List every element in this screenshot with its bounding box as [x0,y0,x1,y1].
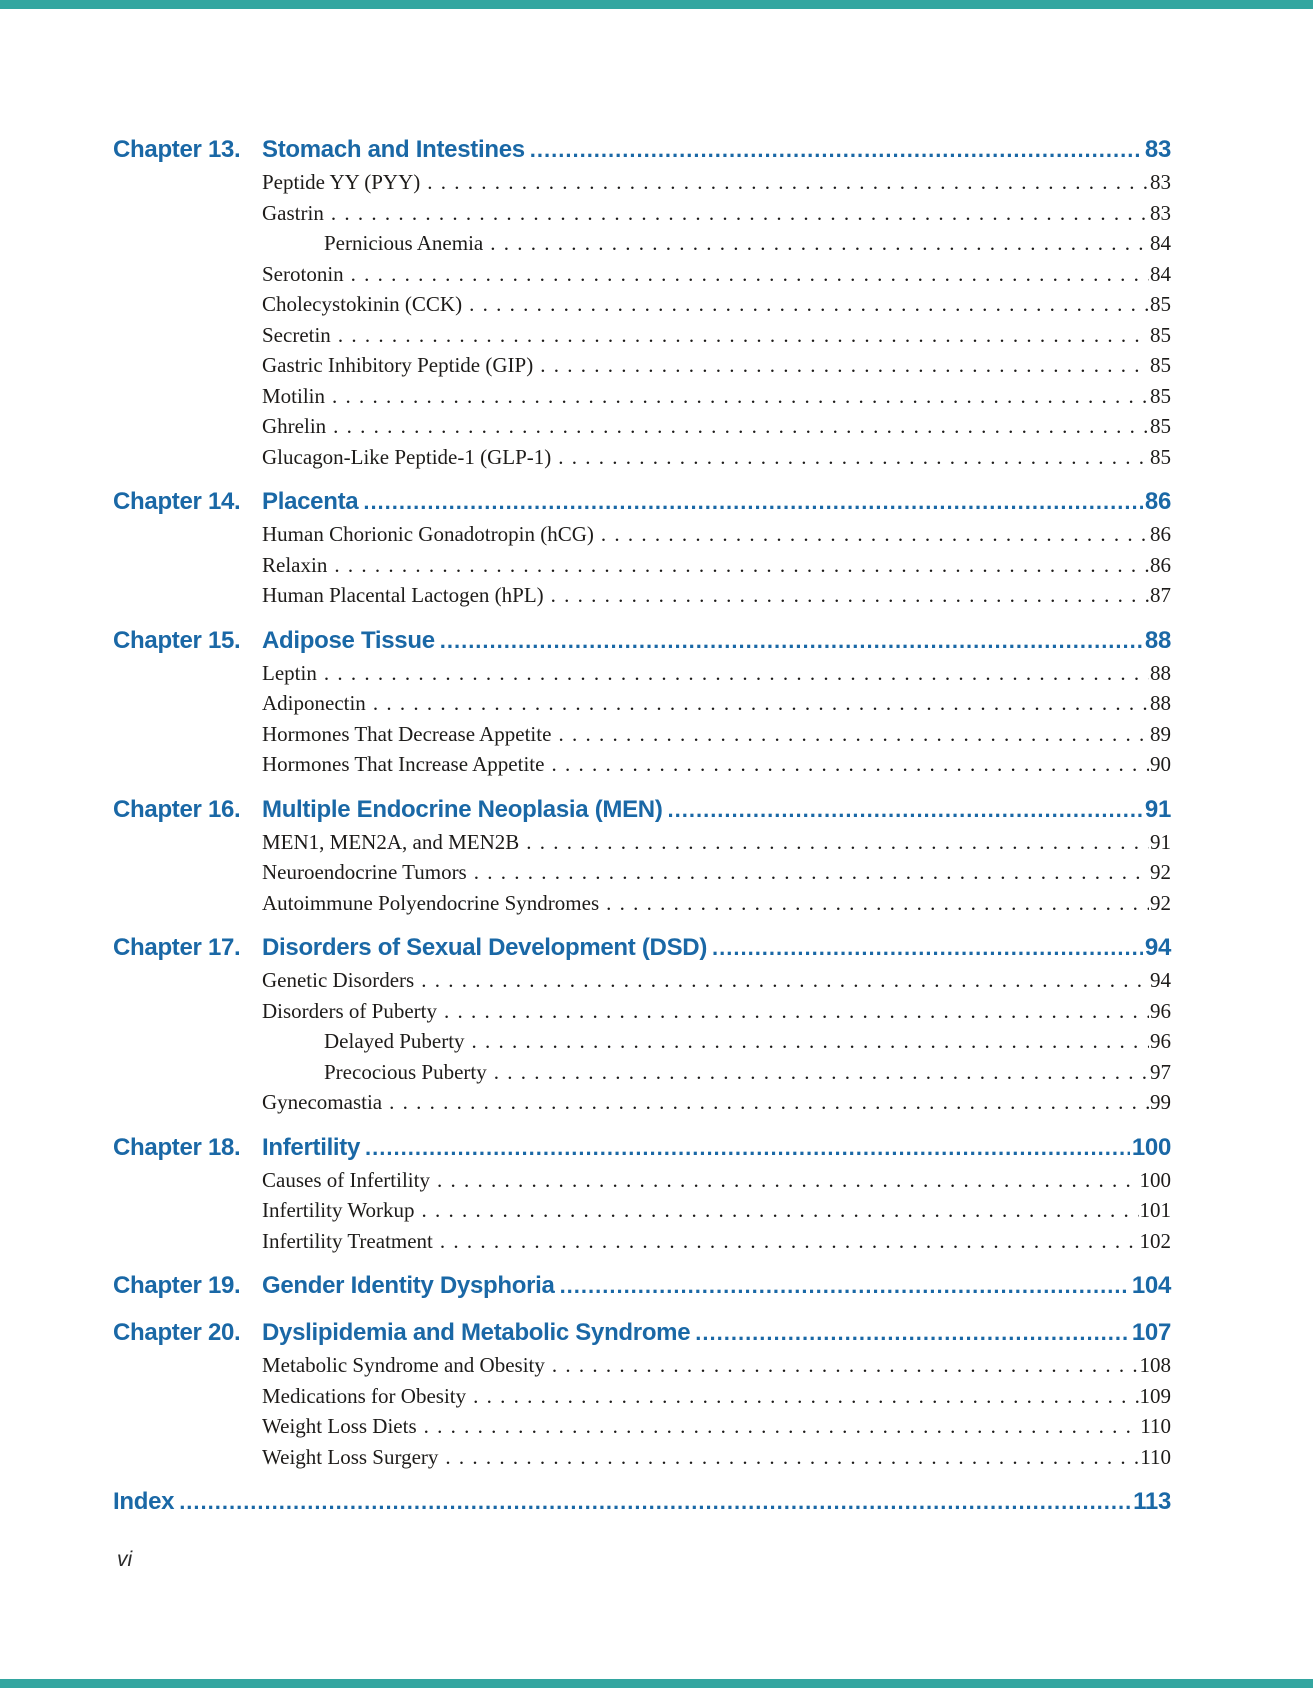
toc-page-number: 83 [1144,136,1171,163]
toc-page-number: 85 [1150,292,1171,316]
toc-row [113,1226,1171,1257]
toc-entry-title: Serotonin [262,261,344,286]
toc-page-number: 90 [1150,752,1171,776]
toc-page-number: 110 [1140,1444,1171,1469]
toc-page-number: 108 [1139,1353,1171,1377]
toc-entry-title: Index [113,1488,175,1515]
toc-row [113,931,1171,965]
toc-page-number: 86 [1144,488,1171,515]
toc-page-number: 92 [1150,890,1171,915]
dot-leader [324,658,1149,689]
dot-leader [695,1316,1130,1350]
dot-leader [332,381,1149,412]
toc-entry-title: Adiponectin [262,691,366,715]
toc-row [113,1350,1171,1381]
toc-row [113,749,1171,780]
dot-leader [474,857,1149,888]
toc-page-number: 97 [1150,1059,1171,1084]
toc-row [113,411,1171,442]
toc-row [113,624,1171,658]
toc-entry-title: Peptide YY (PYY) [262,170,421,194]
toc-chapter-label: Chapter 15. [113,626,241,654]
toc-entry-title: Hormones That Increase Appetite [262,752,545,776]
toc-page-number: 87 [1150,583,1171,607]
toc-page-number: 107 [1131,1319,1171,1346]
toc-entry-title: Hormones That Decrease Appetite [262,721,552,746]
toc-page-number: 101 [1139,1198,1171,1222]
dot-leader [440,1226,1139,1257]
dot-leader [601,519,1149,550]
toc-row [113,1165,1171,1196]
toc-row [113,1131,1171,1165]
toc-entry-title: Cholecystokinin (CCK) [262,292,463,316]
toc-entry-title: Pernicious Anemia [324,231,484,255]
dot-leader [445,1442,1139,1473]
toc-page-number: 94 [1144,934,1171,961]
toc-page-number: 94 [1150,968,1171,992]
toc-page-number: 113 [1133,1488,1171,1515]
toc-page-number: 88 [1144,626,1171,654]
toc-row [113,198,1171,229]
dot-leader [472,1026,1149,1057]
toc-entry-title: Motilin [262,383,326,408]
dot-leader [560,1269,1130,1303]
toc-entry-title: Multiple Endocrine Neoplasia (MEN) [262,795,663,823]
dot-leader [490,228,1149,259]
toc-page-number: 109 [1139,1383,1171,1408]
toc-entry-title: Dyslipidemia and Metabolic Syndrome [262,1319,691,1346]
toc-page-number: 86 [1150,552,1171,577]
toc-chapter-label: Chapter 18. [113,1133,241,1161]
toc-row [113,1087,1171,1118]
toc-row [113,167,1171,198]
toc-entry-title: Infertility Treatment [262,1228,433,1253]
dot-leader [444,996,1149,1027]
dot-leader [389,1087,1149,1118]
toc-row [113,133,1171,167]
dot-leader [331,198,1149,229]
toc-page-number: 100 [1139,1167,1171,1192]
toc-page-number: 85 [1150,322,1171,347]
toc-entry-title: Precocious Puberty [324,1059,487,1084]
toc-entry-title: Secretin [262,322,331,347]
toc-entry-title: Autoimmune Polyendocrine Syndromes [262,890,600,915]
toc-entry-title: Causes of Infertility [262,1167,430,1192]
toc-row [113,1442,1171,1473]
toc-entry-title: Disorders of Puberty [262,998,437,1023]
toc-page-number: 89 [1150,721,1171,746]
toc-page-number: 86 [1150,522,1171,546]
dot-leader [427,167,1149,198]
toc-entry-title: Gastric Inhibitory Peptide (GIP) [262,353,534,377]
toc-entry-title: Ghrelin [262,414,327,438]
dot-leader [363,485,1143,519]
dot-leader [551,749,1149,780]
toc-entry-title: Genetic Disorders [262,968,415,992]
toc-row [113,1411,1171,1442]
toc-page-number: 85 [1150,414,1171,438]
toc-row [113,1057,1171,1088]
toc-row [113,1026,1171,1057]
toc-page-number: 85 [1150,353,1171,377]
toc-chapter-label: Chapter 20. [113,1319,241,1346]
toc-row [113,550,1171,581]
toc-row [113,996,1171,1027]
toc-entry-title: Weight Loss Diets [262,1414,417,1438]
toc-row [113,1195,1171,1226]
toc-entry-title: Infertility [262,1133,361,1161]
toc-chapter-label: Chapter 16. [113,795,241,823]
dot-leader [437,1165,1139,1196]
toc-row [113,719,1171,750]
toc-page-number: 102 [1139,1228,1171,1253]
dot-leader [540,350,1149,381]
toc-entry-title: Neuroendocrine Tumors [262,860,467,884]
toc-page-number: 84 [1150,261,1171,286]
toc-entry-title: MEN1, MEN2A, and MEN2B [262,829,520,854]
toc-chapter-label: Chapter 13. [113,136,241,163]
toc-page-number: 99 [1150,1090,1171,1114]
toc-row [113,658,1171,689]
toc-row [113,1269,1171,1303]
dot-leader [373,688,1149,719]
toc-page-number: 104 [1131,1272,1171,1299]
toc-page-number: 91 [1144,795,1171,823]
toc-page-number: 91 [1150,829,1171,854]
dot-leader [552,1350,1139,1381]
toc-entry-title: Delayed Puberty [324,1029,465,1053]
dot-leader [424,1411,1140,1442]
dot-leader [334,550,1149,581]
toc-page-number: 85 [1150,383,1171,408]
toc-entry-title: Gender Identity Dysphoria [262,1272,555,1299]
dot-leader [712,931,1143,965]
top-accent-bar [0,0,1313,9]
toc-row [113,793,1171,827]
toc-chapter-label: Chapter 17. [113,934,241,961]
toc-row [113,580,1171,611]
toc-row [113,827,1171,858]
toc-entry-title: Human Placental Lactogen (hPL) [262,583,544,607]
toc-entry-title: Human Chorionic Gonadotropin (hCG) [262,522,594,546]
toc-row [113,320,1171,351]
dot-leader [333,411,1149,442]
toc-row [113,519,1171,550]
toc-row [113,442,1171,473]
toc-page-number: 84 [1150,231,1171,255]
toc-page-number: 92 [1150,860,1171,884]
toc-row [113,485,1171,519]
toc-chapter-label: Chapter 14. [113,488,241,515]
dot-leader [338,320,1149,351]
dot-leader [473,1381,1138,1412]
dot-leader [558,719,1149,750]
toc-row [113,259,1171,290]
toc-page-number: 96 [1150,1029,1171,1053]
toc-entry-title: Relaxin [262,552,328,577]
page-folio: vi [117,1548,133,1571]
toc-page-number: 96 [1150,998,1171,1023]
toc-row [113,1381,1171,1412]
toc-entry-title: Metabolic Syndrome and Obesity [262,1353,545,1377]
toc-page-number: 85 [1150,444,1171,469]
toc-entry-title: Gastrin [262,200,324,225]
dot-leader [421,1195,1138,1226]
toc-entry-title: Glucagon-Like Peptide-1 (GLP-1) [262,444,552,469]
toc-entry-title: Disorders of Sexual Development (DSD) [262,934,708,961]
toc-entry-title: Weight Loss Surgery [262,1444,439,1469]
toc-page-number: 83 [1150,170,1171,194]
toc-entry-title: Leptin [262,660,317,685]
dot-leader [526,827,1149,858]
dot-leader [551,580,1149,611]
dot-leader [421,965,1149,996]
dot-leader [494,1057,1149,1088]
toc-row [113,1316,1171,1350]
toc-entry-title: Infertility Workup [262,1198,415,1222]
table-of-contents [113,133,1171,1519]
toc-page-number: 83 [1150,200,1171,225]
toc-row [113,350,1171,381]
toc-entry-title: Adipose Tissue [262,626,435,654]
toc-entry-title: Gynecomastia [262,1090,383,1114]
toc-row [113,289,1171,320]
dot-leader [558,442,1149,473]
dot-leader [668,793,1143,827]
dot-leader [179,1485,1131,1519]
toc-page-number: 110 [1140,1414,1171,1438]
toc-page-number: 88 [1150,660,1171,685]
toc-entry-title: Placenta [262,488,359,515]
toc-row [113,381,1171,412]
toc-row [113,888,1171,919]
bottom-accent-bar [0,1679,1313,1688]
toc-row [113,1485,1171,1519]
dot-leader [530,133,1143,167]
toc-chapter-label: Chapter 19. [113,1272,241,1299]
dot-leader [351,259,1149,290]
toc-entry-title: Stomach and Intestines [262,136,525,163]
toc-page-number: 100 [1131,1133,1171,1161]
toc-row [113,688,1171,719]
toc-row [113,965,1171,996]
toc-page-number: 88 [1150,691,1171,715]
toc-row [113,857,1171,888]
dot-leader [365,1131,1130,1165]
dot-leader [469,289,1149,320]
dot-leader [440,624,1143,658]
toc-entry-title: Medications for Obesity [262,1383,467,1408]
toc-row [113,228,1171,259]
dot-leader [606,888,1149,919]
